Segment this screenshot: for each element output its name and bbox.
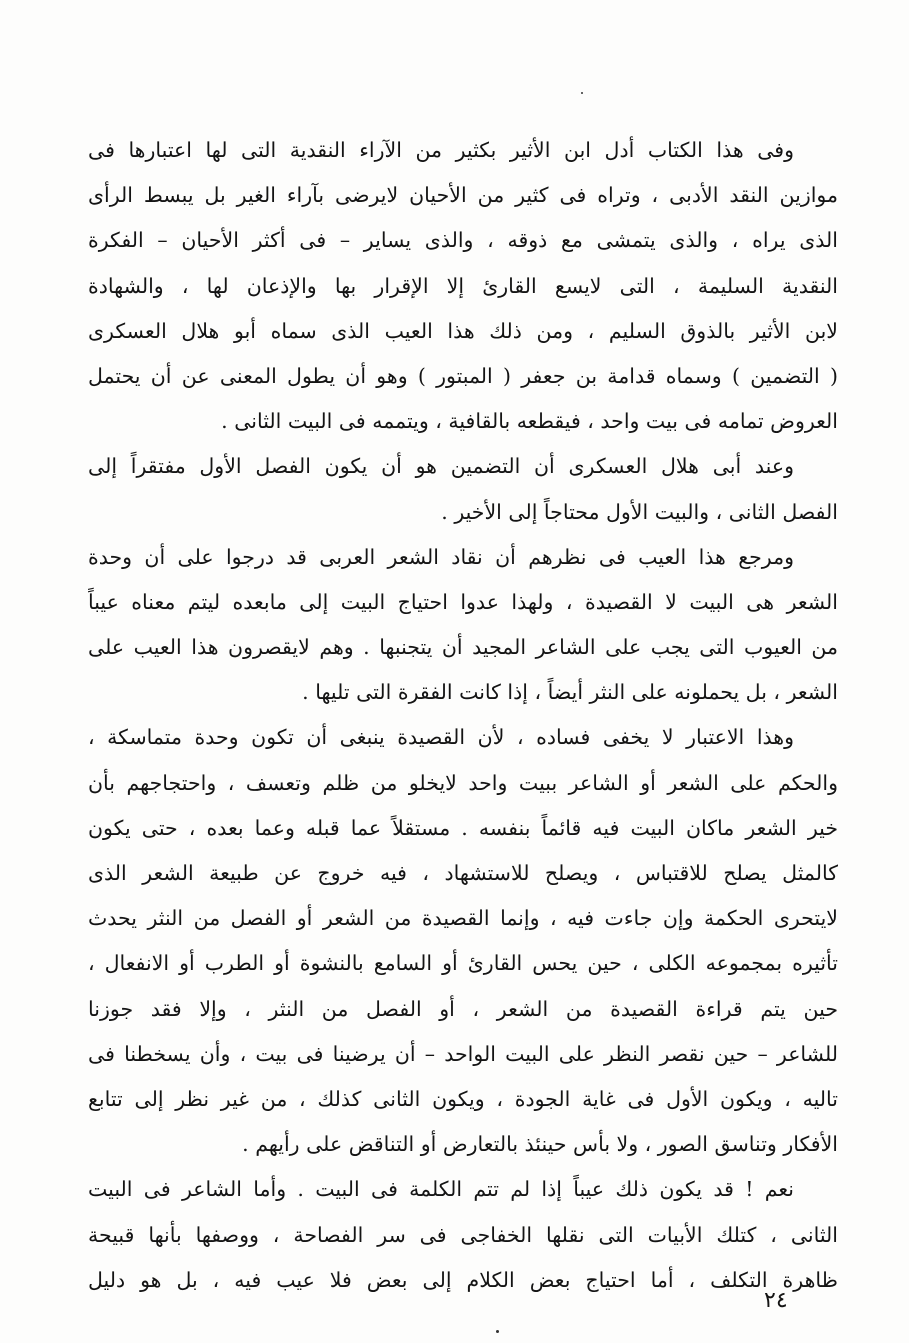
paragraph-line: وعند أبى هلال العسكرى أن التضمين هو أن يكون الفصل الأول مفتقراً إلى [88, 454, 794, 479]
paragraph-line: كالمثل يصلح للاقتباس ، ويصلح للاستشهاد ، فيه خروج عن طبيعة الشعر الذى [88, 861, 838, 885]
paragraph-line: الفصل الثانى ، والبيت الأول محتاجاً إلى الأخير . [441, 499, 838, 524]
paragraph-line: الشعر ، بل يحملونه على النثر أيضاً ، إذا كانت الفقرة التى تليها . [302, 680, 838, 705]
paragraph-line: من العيوب التى يجب على الشاعر المجيد أن يتجنبها . وهم لايقصرون هذا العيب على [88, 635, 838, 660]
paragraph-line: والحكم على الشعر أو الشاعر ببيت واحد لايخلو من ظلم وتعسف ، واحتجاجهم بأن [88, 770, 838, 795]
paragraph-line: وفى هذا الكتاب أدل ابن الأثير بكثير من الآراء النقدية التى لها اعتبارها فى [88, 138, 794, 162]
paragraph-line: للشاعر – حين نقصر النظر على البيت الواحد – أن يرضينا فى بيت ، وأن يسخطنا فى [88, 1041, 838, 1066]
paragraph-line: نعم ! قد يكون ذلك عيباً إذا لم تتم الكلمة فى البيت . وأما الشاعر فى البيت [88, 1177, 794, 1202]
paragraph-line: النقدية السليمة ، التى لايسع القارئ إلا الإقرار بها والإذعان لها ، والشهادة [88, 273, 838, 298]
scan-speck [496, 1330, 499, 1333]
paragraph-line: العروض تمامه فى بيت واحد ، فيقطعه بالقافية ، ويتممه فى البيت الثانى . [221, 409, 838, 434]
paragraph-line: وهذا الاعتبار لا يخفى فساده ، لأن القصيدة ينبغى أن تكون وحدة متماسكة ، [88, 725, 794, 750]
paragraph-line: تأثيره بمجموعه الكلى ، حين يحس القارئ أو السامع بالنشوة أو الطرب أو الانفعال ، [88, 951, 838, 976]
paragraph-line: لابن الأثير بالذوق السليم ، ومن ذلك هذا العيب الذى سماه أبو هلال العسكرى [88, 318, 838, 343]
paragraph-line: ظاهرة التكلف ، أما احتياج بعض الكلام إلى بعض فلا عيب فيه ، بل هو دليل [88, 1267, 838, 1292]
paragraph-line: لايتحرى الحكمة وإن جاءت فيه ، وإنما القصيدة من الشعر أو الفصل من النثر يحدث [88, 906, 838, 931]
paragraph-line: الذى يراه ، والذى يتمشى مع ذوقه ، والذى يساير – فى أكثر الأحيان – الفكرة [88, 228, 838, 253]
paragraph-line: خير الشعر ماكان البيت فيه قائماً بنفسه . مستقلاً عما قبله وعما بعده ، حتى يكون [88, 815, 838, 840]
page-number: ٢٤ [764, 1288, 788, 1313]
paragraph-line: ومرجع هذا العيب فى نظرهم أن نقاد الشعر العربى قد درجوا على أن وحدة [88, 544, 794, 569]
body-text [88, 128, 838, 1303]
paragraph-line: الثانى ، كتلك الأبيات التى نقلها الخفاجى فى سر الفصاحة ، ووصفها بأنها قبيحة [88, 1222, 838, 1247]
paragraph-line: ( التضمين ) وسماه قدامة بن جعفر ( المبتور ) وهو أن يطول المعنى عن أن يحتمل [88, 363, 838, 388]
scan-speck [581, 92, 583, 94]
paragraph-line: الأفكار وتناسق الصور ، ولا بأس حينئذ بالتعارض أو التناقض على رأيهم . [242, 1132, 838, 1157]
paragraph-line: الشعر هى البيت لا القصيدة ، ولهذا عدوا احتياج البيت إلى مابعده ليتم معناه عيباً [88, 589, 838, 614]
paragraph-line: تاليه ، ويكون الأول فى غاية الجودة ، ويكون الثانى كذلك ، من غير نظر إلى تتابع [88, 1086, 838, 1111]
paragraph-line: حين يتم قراءة القصيدة من الشعر ، أو الفصل من النثر ، وإلا فقد جوزنا [88, 996, 838, 1021]
paragraph-line: موازين النقد الأدبى ، وتراه فى كثير من الأحيان لايرضى بآراء الغير بل يبسط الرأى [88, 183, 838, 208]
